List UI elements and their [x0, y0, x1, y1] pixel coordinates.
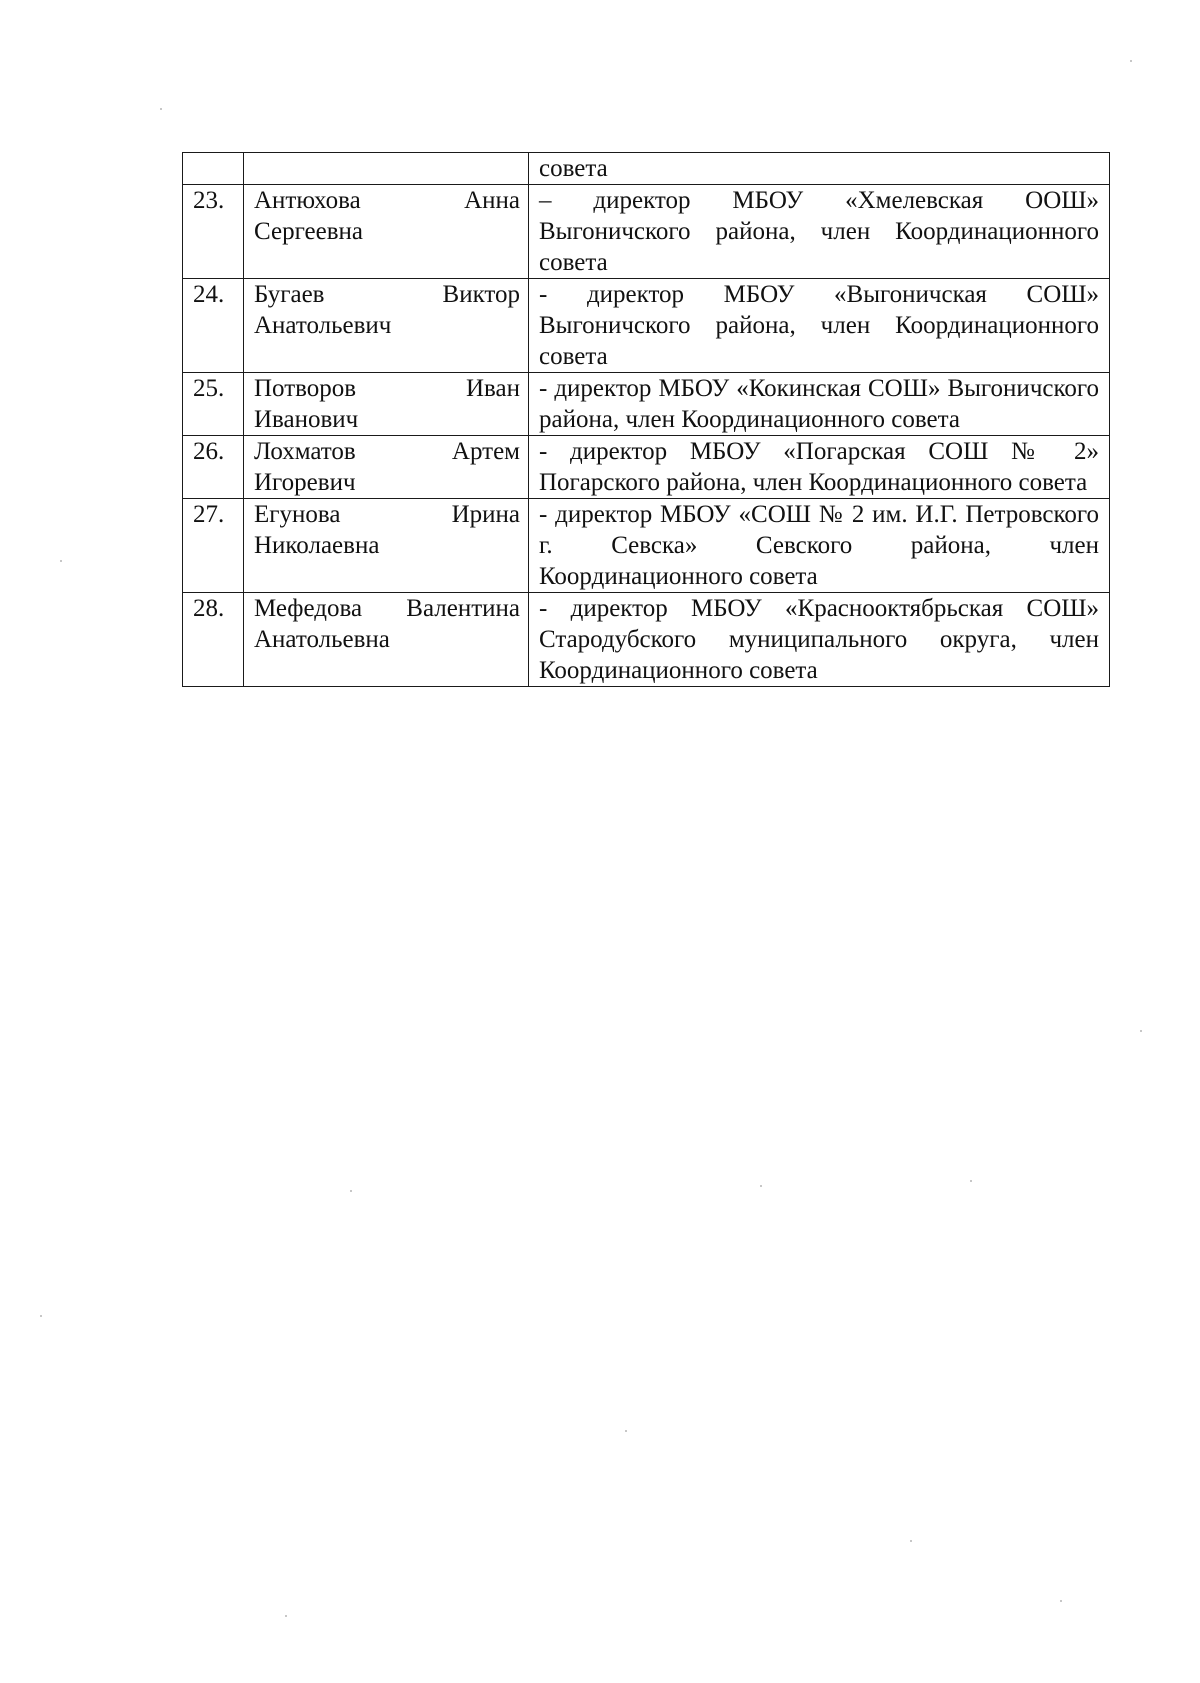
scan-speck [1060, 1600, 1062, 1602]
row-number-cell: 27. [183, 499, 244, 593]
member-name-cell [244, 436, 529, 499]
member-first-name: Иван [465, 375, 520, 402]
row-number-cell [183, 153, 244, 185]
member-name-cell [244, 279, 529, 373]
member-name-cell [244, 499, 529, 593]
member-surname: Лохматов [254, 438, 356, 465]
member-name-cell [244, 185, 529, 279]
table-row-continuation [183, 153, 1110, 185]
row-number-cell: 28. [183, 593, 244, 687]
scan-speck [910, 1540, 912, 1542]
scan-speck [970, 1180, 972, 1182]
member-name-cell [244, 153, 529, 185]
table-row [183, 499, 1110, 593]
member-patronymic: Иванович [254, 406, 359, 433]
member-position-cell: - директор МБОУ «СОШ № 2 им. И.Г. Петровского г. Севска» Севского района, член Координационного совета [529, 499, 1110, 593]
member-patronymic: Николаевна [254, 532, 380, 559]
table-row [183, 279, 1110, 373]
member-first-name: Анна [464, 187, 520, 214]
member-position-cell: - директор МБОУ «Краснооктябрьская СОШ» Стародубского муниципального округа, член Координационного совета [529, 593, 1110, 687]
table-row [183, 436, 1110, 499]
row-number-cell: 24. [183, 279, 244, 373]
member-surname: Бугаев [254, 281, 325, 308]
scan-speck [1130, 60, 1132, 62]
member-position-cell: - директор МБОУ «Погарская СОШ № 2» Погарского района, член Координационного совета [529, 436, 1110, 499]
member-patronymic: Сергеевна [254, 218, 363, 245]
table-row [183, 593, 1110, 687]
scan-speck [350, 1190, 352, 1192]
member-name-cell [244, 373, 529, 436]
member-first-name: Валентина [406, 595, 520, 622]
member-first-name: Артем [451, 438, 520, 465]
member-name-cell [244, 593, 529, 687]
table-row [183, 185, 1110, 279]
member-patronymic: Игоревич [254, 469, 356, 496]
scan-speck [760, 1185, 762, 1187]
row-number-cell: 26. [183, 436, 244, 499]
row-number-cell: 23. [183, 185, 244, 279]
member-position-cell: - директор МБОУ «Выгоничская СОШ» Выгоничского района, член Координационного совета [529, 279, 1110, 373]
member-first-name: Виктор [442, 281, 520, 308]
member-position-cell: – директор МБОУ «Хмелевская ООШ» Выгоничского района, член Координационного совета [529, 185, 1110, 279]
scan-speck [40, 1315, 42, 1317]
member-position-cell: - директор МБОУ «Кокинская СОШ» Выгоничского района, член Координационного совета [529, 373, 1110, 436]
member-patronymic: Анатольевич [254, 312, 392, 339]
member-surname: Егунова [254, 501, 341, 528]
scan-speck [1140, 1030, 1142, 1032]
scan-speck [625, 1430, 627, 1432]
scan-speck [285, 1615, 287, 1617]
member-surname: Мефедова [254, 595, 363, 622]
member-surname: Антюхова [254, 187, 361, 214]
scan-speck [60, 560, 62, 562]
table-row [183, 373, 1110, 436]
row-number-cell: 25. [183, 373, 244, 436]
member-patronymic: Анатольевна [254, 626, 390, 653]
member-surname: Потворов [254, 375, 357, 402]
member-position-cell: совета [529, 153, 1110, 185]
scan-speck [160, 108, 162, 110]
members-table [182, 152, 1110, 687]
member-first-name: Ирина [451, 501, 520, 528]
